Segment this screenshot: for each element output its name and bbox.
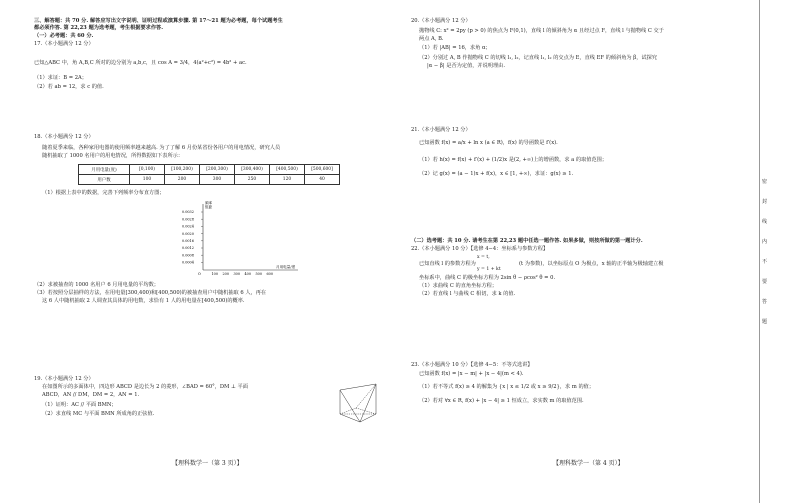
table-row: [79, 175, 340, 185]
table-cell: 100: [130, 175, 165, 185]
q22-param-1: x = t,: [477, 255, 490, 260]
q22-param-2: y = 1 + kt: [477, 267, 501, 272]
table-cell: 月用电量(度): [79, 165, 130, 175]
q17-text: 已知△ABC 中，角 A,B,C 所对的边分别为 a,b,c，且 cos A = 3/4，4(a²+c²) = 4b² + ac.: [34, 60, 247, 66]
q20-text-2: 两点 A, B.: [419, 36, 444, 42]
table-cell: [200,300): [200, 165, 235, 175]
table-cell: [500,600]: [305, 165, 340, 175]
table-cell: 250: [235, 175, 270, 185]
q18-text-2: 随机抽取了 1000 名用户的用电情况，所得数据如下表所示：: [42, 153, 184, 159]
y-tick-label: 0.0012: [182, 246, 194, 251]
q22-text-1: 已知直线 l 的参数方程为: [419, 261, 476, 267]
seal-char: 题: [762, 319, 768, 325]
y-tick-label: 0.0032: [182, 210, 194, 215]
seal-char: 线: [762, 219, 768, 225]
table-cell: 120: [270, 175, 305, 185]
q19-part1: （1）证明：AC // 平面 BMN；: [42, 402, 117, 408]
x-tick-label: 100: [211, 272, 218, 276]
q20-part1: （1）若 |AB| = 16，求角 α；: [419, 45, 491, 51]
table-cell: 200: [165, 175, 200, 185]
x-tick-label: 400: [244, 272, 251, 276]
q20-text-1: 抛物线 C: x² = 2py (p > 0) 的焦点为 F(0,1)，直线 l 的倾斜角为 α 且经过点 F，直线 l 与抛物线 C 交于: [419, 28, 664, 34]
required-header: （一）必考题：共 60 分.: [34, 33, 94, 39]
y-label-bottom: 组距: [205, 205, 213, 209]
y-tick-label: 0.0028: [182, 217, 194, 222]
seal-char: 内: [762, 239, 768, 245]
y-tick-label: 0.0024: [182, 224, 194, 229]
x-label: 月用电量/度: [276, 265, 296, 269]
y-tick-label: 0.0020: [182, 231, 194, 236]
q22-part2: （2）若直线 l 与曲线 C 相切，求 k 的值.: [419, 291, 516, 297]
x-tick-label: O: [198, 272, 201, 276]
q17-part1: （1）求证：B = 2A；: [34, 75, 87, 81]
section3-header-2: 都必须作答. 第 22,23 题为选考题，考生根据要求作答.: [34, 25, 164, 31]
q18-part1: （1）根据上表中的数据，完善下列频率分布直方图；: [42, 190, 165, 196]
right-footer: 【理科数学一（第 4 页）】: [553, 460, 624, 467]
x-tick-label: 300: [233, 272, 240, 276]
table-cell: 300: [200, 175, 235, 185]
left-footer: 【理科数学一（第 3 页）】: [172, 460, 243, 467]
q18-title: 18.（本小题满分 12 分）: [34, 134, 94, 140]
x-tick-label: 500: [255, 272, 262, 276]
q23-text: 已知函数 f(x) = |x − m| + |x − 4|(m < 4).: [419, 371, 524, 377]
q23-title: 23.（本小题满分 10 分）【选修 4−5：不等式选讲】: [411, 362, 533, 368]
seal-char: 密: [762, 179, 768, 185]
q21-text: 已知函数 f(x) = a/x + ln x (a ∈ R)，f(x) 的导函数是 f′(x).: [419, 140, 558, 146]
polyhedron-figure: [334, 378, 384, 428]
q17-title: 17.（本小题满分 12 分）: [34, 41, 94, 47]
q22-title: 22.（本小题满分 10 分）【选修 4−4：坐标系与参数方程】: [411, 246, 549, 252]
q19-title: 19.（本小题满分 12 分）: [34, 376, 94, 382]
seal-char: 不: [762, 259, 768, 265]
q20-part2a: （2）分别过 A, B 作抛物线 C 的切线 l₁, l₂，记直线 l₁, l₂ 的交点为 E，直线 EF 的倾斜角为 β，试探究: [419, 55, 657, 61]
q22-text-1b: (t 为参数)，以坐标原点 O 为极点，x 轴的正半轴为极轴建立极: [519, 261, 664, 267]
histogram-axes: [178, 198, 308, 278]
q19-text-2: ABCD，AN // DM，DM = 2，AN = 1.: [42, 392, 140, 398]
table-row: [79, 165, 340, 175]
q22-part1: （1）求曲线 C 的直角坐标方程；: [419, 283, 498, 289]
seal-char: 答: [762, 299, 768, 305]
q21-part2: （2）记 g(x) = (a − 1)x + f(x)，x ∈ [1, +∞)，求证：g(x) ≥ 1.: [419, 171, 574, 177]
q20-title: 20.（本小题满分 12 分）: [411, 18, 471, 24]
q21-title: 21.（本小题满分 12 分）: [411, 127, 471, 133]
y-tick-label: 0.0004: [182, 260, 194, 265]
q17-part2: （2）若 ab = 12，求 c 的值.: [34, 84, 104, 90]
x-tick-label: 600: [266, 272, 273, 276]
q23-part2: （2）若对 ∀x ∈ R, f(x) + |x − 4| ≥ 1 恒成立，求实数 m 的取值范围.: [419, 398, 584, 404]
optional-header: （二）选考题：共 10 分. 请考生在第 22,23 题中任选一题作答. 如果多做，则按所做的第一题计分.: [411, 238, 643, 244]
seal-char: 要: [762, 279, 768, 285]
seal-line: [759, 0, 770, 503]
q19-part2: （2）求直线 MC 与平面 BMN 所成角的正弦值.: [42, 411, 155, 417]
section3-header: 三、解答题：共 70 分. 解答应写出文字说明、证明过程或演算步骤. 第 17～21 题为必考题，每个试题考生: [34, 18, 283, 24]
right-page: [397, 0, 794, 503]
table-cell: [0,100): [130, 165, 165, 175]
q18-part3a: （3）若按照分层抽样的方法，在用电量[300,400)和[400,500)的被抽查用户中随机抽取 6 人，再在: [34, 290, 267, 296]
q21-part1: （1）若 h(x) = f(x) + f′(x) + (1/2)x 是(2, +∞)上的增函数，求 a 的取值范围；: [419, 157, 608, 163]
q18-part3b: 这 6 人中随机抽取 2 人调查其具体的用电数，求恰有 1 人的用电量在[400,500)的概率.: [42, 298, 245, 304]
table-cell: [100,200): [165, 165, 200, 175]
q20-part2b: |α − β| 是否为定值，并说明理由.: [427, 63, 506, 69]
q22-text-2: 坐标系中，曲线 C 的极坐标方程为 2sin θ − ρcos² θ = 0.: [419, 275, 556, 281]
table-cell: 40: [305, 175, 340, 185]
q18-text-1: 随着夏季来临，各种家用电器的使用频率越来越高. 为了了解 6 月份某省份各用户的用电情况，研究人员: [42, 145, 281, 151]
q18-part2: （2）求被抽查的 1000 名用户 6 月用电量的平均数；: [34, 282, 159, 288]
usage-table: [78, 164, 340, 185]
table-cell: [300,400): [235, 165, 270, 175]
q19-text-1: 在如图所示的多面体中，四边形 ABCD 是边长为 2 的菱形，∠BAD = 60°，DM ⊥ 平面: [42, 384, 248, 390]
q23-part1: （1）若不等式 f(x) ≥ 4 的解集为 {x | x ≤ 1/2 或 x ≥ 9/2}，求 m 的值；: [419, 384, 595, 390]
y-label-top: 频率: [205, 201, 213, 205]
y-tick-label: 0.0008: [182, 253, 194, 258]
seal-char: 封: [762, 199, 768, 205]
y-tick-label: 0.0016: [182, 239, 194, 243]
table-cell: 用户数: [79, 175, 130, 185]
x-tick-label: 200: [222, 272, 229, 276]
table-cell: [400,500): [270, 165, 305, 175]
